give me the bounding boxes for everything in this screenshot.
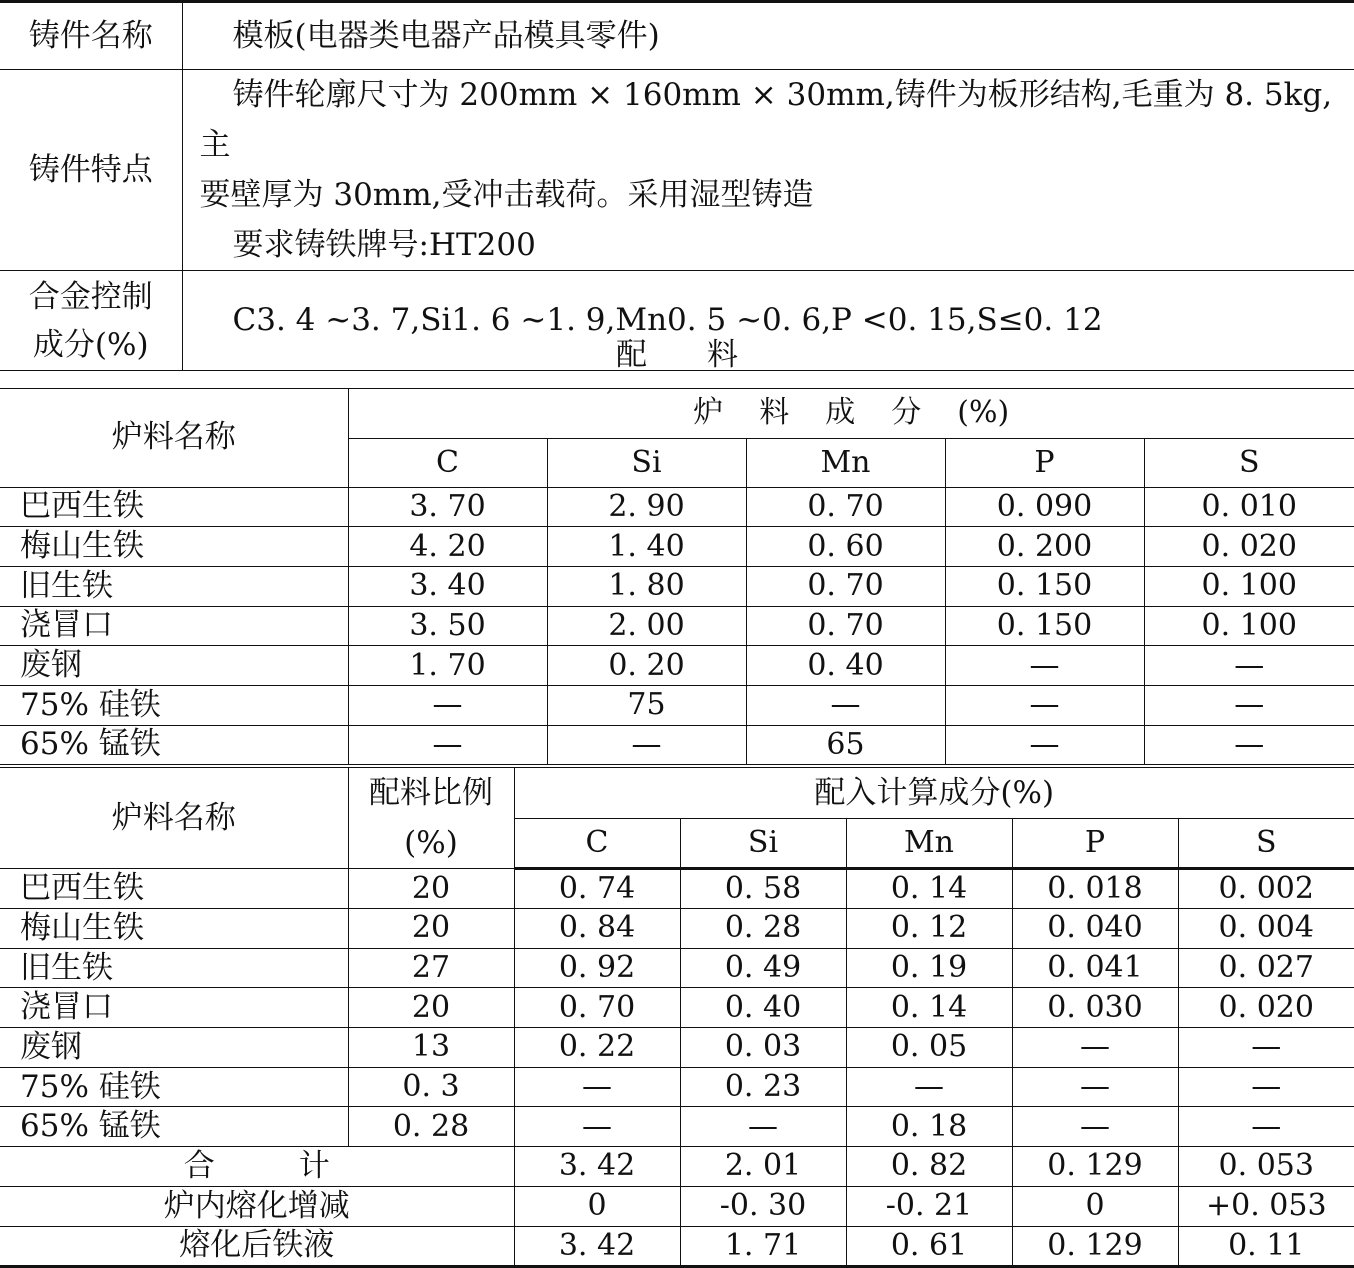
casting-feature-label: 铸件特点 bbox=[0, 70, 182, 271]
calculated-value: — bbox=[1012, 1067, 1178, 1107]
material-name: 65% 锰铁 bbox=[0, 1107, 348, 1147]
column-header-s: S bbox=[1144, 438, 1354, 487]
group-header-char: 成 bbox=[825, 395, 855, 430]
summary-value: -0. 30 bbox=[680, 1186, 846, 1226]
material-name: 巴西生铁 bbox=[0, 487, 348, 527]
calculated-value: 0. 040 bbox=[1012, 909, 1178, 949]
composition-value: 0. 100 bbox=[1144, 606, 1354, 646]
summary-value: 0. 129 bbox=[1012, 1226, 1178, 1266]
casting-feature-value bbox=[182, 70, 1354, 271]
composition-value: — bbox=[945, 685, 1144, 725]
calculated-value: — bbox=[846, 1067, 1012, 1107]
alloy-label-line-2: 成分(%) bbox=[0, 321, 182, 369]
section-title-char-1: 配 bbox=[616, 337, 647, 373]
composition-value: 3. 50 bbox=[348, 606, 547, 646]
composition-value: — bbox=[945, 725, 1144, 765]
composition-value: 2. 90 bbox=[547, 487, 746, 527]
composition-value: 0. 200 bbox=[945, 527, 1144, 567]
charge-composition-table bbox=[0, 388, 1354, 765]
ratio-value: 13 bbox=[348, 1028, 514, 1068]
calculated-value: 0. 14 bbox=[846, 988, 1012, 1028]
alloy-value: C3. 4 ~3. 7,Si1. 6 ~1. 9,Mn0. 5 ~0. 6,P <0. 15,S≤0. 12 bbox=[182, 271, 1354, 371]
calculated-value: 0. 004 bbox=[1178, 909, 1354, 949]
group-header-char: 炉 bbox=[693, 395, 723, 430]
calculated-value: 0. 58 bbox=[680, 869, 846, 909]
calc-column-header-si: Si bbox=[680, 819, 846, 869]
composition-value: 0. 20 bbox=[547, 646, 746, 686]
calc-column-header-p: P bbox=[1012, 819, 1178, 869]
charge-calculation-table bbox=[0, 767, 1354, 1268]
composition-value: — bbox=[1144, 725, 1354, 765]
composition-value: — bbox=[746, 685, 945, 725]
summary-label: 炉内熔化增减 bbox=[0, 1186, 514, 1226]
summary-label: 熔化后铁液 bbox=[0, 1226, 514, 1266]
casting-info-table bbox=[0, 0, 1354, 371]
composition-value: 0. 40 bbox=[746, 646, 945, 686]
calculated-value: — bbox=[514, 1107, 680, 1147]
material-name: 废钢 bbox=[0, 646, 348, 686]
calculation-row bbox=[0, 909, 1354, 949]
summary-value: 3. 42 bbox=[514, 1226, 680, 1266]
summary-label bbox=[0, 1147, 514, 1187]
feature-line-1: 铸件轮廓尺寸为 200mm × 160mm × 30mm,铸件为板形结构,毛重为 8. 5kg,主 bbox=[200, 70, 1354, 170]
composition-row bbox=[0, 527, 1354, 567]
ratio-value: 27 bbox=[348, 948, 514, 988]
calculated-value: 0. 18 bbox=[846, 1107, 1012, 1147]
composition-row bbox=[0, 606, 1354, 646]
calculation-row bbox=[0, 1107, 1354, 1147]
calculated-value: — bbox=[514, 1067, 680, 1107]
composition-value: 3. 40 bbox=[348, 566, 547, 606]
composition-value: 0. 020 bbox=[1144, 527, 1354, 567]
composition-value: — bbox=[547, 725, 746, 765]
material-name: 旧生铁 bbox=[0, 948, 348, 988]
column-header-mn: Mn bbox=[746, 438, 945, 487]
calc-header-row bbox=[0, 768, 1354, 819]
calculation-row bbox=[0, 988, 1354, 1028]
feature-line-3: 要求铸铁牌号:HT200 bbox=[200, 220, 1354, 270]
calculated-value: 0. 23 bbox=[680, 1067, 846, 1107]
composition-value: 4. 20 bbox=[348, 527, 547, 567]
column-header-si: Si bbox=[547, 438, 746, 487]
ratio-value: 0. 28 bbox=[348, 1107, 514, 1147]
calculated-value: 0. 49 bbox=[680, 948, 846, 988]
calculated-value: 0. 05 bbox=[846, 1028, 1012, 1068]
calculated-value: 0. 19 bbox=[846, 948, 1012, 988]
calculated-value: 0. 92 bbox=[514, 948, 680, 988]
composition-value: 0. 70 bbox=[746, 487, 945, 527]
composition-value: 1. 40 bbox=[547, 527, 746, 567]
section-title bbox=[0, 322, 1354, 389]
summary-label-char: 计 bbox=[299, 1148, 330, 1184]
casting-name-row bbox=[0, 2, 1354, 70]
composition-row bbox=[0, 646, 1354, 686]
calc-name-header: 炉料名称 bbox=[0, 768, 348, 869]
composition-value: 0. 150 bbox=[945, 566, 1144, 606]
ratio-value: 20 bbox=[348, 988, 514, 1028]
calculated-value: 0. 030 bbox=[1012, 988, 1178, 1028]
composition-value: — bbox=[348, 725, 547, 765]
composition-value: 0. 150 bbox=[945, 606, 1144, 646]
calc-column-header-mn: Mn bbox=[846, 819, 1012, 869]
summary-value: 0 bbox=[1012, 1186, 1178, 1226]
calculated-value: — bbox=[1012, 1028, 1178, 1068]
summary-value: -0. 21 bbox=[846, 1186, 1012, 1226]
composition-value: 0. 70 bbox=[746, 606, 945, 646]
alloy-label-line-1: 合金控制 bbox=[0, 273, 182, 321]
calculation-row bbox=[0, 1067, 1354, 1107]
calc-group-header: 配入计算成分(%) bbox=[514, 768, 1354, 819]
calculated-value: 0. 03 bbox=[680, 1028, 846, 1068]
material-name: 梅山生铁 bbox=[0, 909, 348, 949]
composition-value: — bbox=[1144, 685, 1354, 725]
composition-value: 0. 090 bbox=[945, 487, 1144, 527]
calc-column-header-c: C bbox=[514, 819, 680, 869]
composition-row bbox=[0, 487, 1354, 527]
calculated-value: — bbox=[1012, 1107, 1178, 1147]
calculation-row bbox=[0, 1028, 1354, 1068]
summary-value: +0. 053 bbox=[1178, 1186, 1354, 1226]
ratio-header-line-1: 配料比例 bbox=[349, 768, 514, 818]
summary-value: 3. 42 bbox=[514, 1147, 680, 1187]
calculated-value: 0. 041 bbox=[1012, 948, 1178, 988]
summary-label-char: 合 bbox=[184, 1148, 215, 1184]
composition-value: 1. 70 bbox=[348, 646, 547, 686]
calculated-value: — bbox=[680, 1107, 846, 1147]
calc-column-header-s: S bbox=[1178, 819, 1354, 869]
composition-value: 0. 70 bbox=[746, 566, 945, 606]
calculated-value: — bbox=[1178, 1067, 1354, 1107]
calculated-value: 0. 28 bbox=[680, 909, 846, 949]
ratio-value: 20 bbox=[348, 869, 514, 909]
calculated-value: 0. 74 bbox=[514, 869, 680, 909]
ratio-value: 20 bbox=[348, 909, 514, 949]
casting-name-label: 铸件名称 bbox=[0, 2, 182, 70]
composition-value: 0. 010 bbox=[1144, 487, 1354, 527]
material-name: 浇冒口 bbox=[0, 988, 348, 1028]
calculated-value: 0. 14 bbox=[846, 869, 1012, 909]
calculation-row bbox=[0, 869, 1354, 909]
feature-line-2: 要壁厚为 30mm,受冲击载荷。采用湿型铸造 bbox=[200, 170, 1354, 220]
summary-value: 0 bbox=[514, 1186, 680, 1226]
calculated-value: — bbox=[1178, 1028, 1354, 1068]
calculated-value: — bbox=[1178, 1107, 1354, 1147]
composition-body bbox=[0, 487, 1354, 765]
summary-value: 0. 11 bbox=[1178, 1226, 1354, 1266]
summary-value: 0. 129 bbox=[1012, 1147, 1178, 1187]
composition-row bbox=[0, 566, 1354, 606]
calculation-row bbox=[0, 948, 1354, 988]
composition-row bbox=[0, 685, 1354, 725]
calculated-value: 0. 027 bbox=[1178, 948, 1354, 988]
summary-value: 1. 71 bbox=[680, 1226, 846, 1266]
summary-value: 0. 053 bbox=[1178, 1147, 1354, 1187]
composition-value: 2. 00 bbox=[547, 606, 746, 646]
composition-group-header bbox=[348, 388, 1354, 438]
composition-value: 75 bbox=[547, 685, 746, 725]
summary-row bbox=[0, 1226, 1354, 1266]
calc-ratio-header bbox=[348, 768, 514, 869]
calculated-value: 0. 84 bbox=[514, 909, 680, 949]
casting-name-value: 模板(电器类电器产品模具零件) bbox=[182, 2, 1354, 70]
material-name: 65% 锰铁 bbox=[0, 725, 348, 765]
material-name: 75% 硅铁 bbox=[0, 1067, 348, 1107]
material-name: 梅山生铁 bbox=[0, 527, 348, 567]
calculated-value: 0. 22 bbox=[514, 1028, 680, 1068]
column-header-p: P bbox=[945, 438, 1144, 487]
composition-value: 0. 100 bbox=[1144, 566, 1354, 606]
material-name: 75% 硅铁 bbox=[0, 685, 348, 725]
group-header-char: (%) bbox=[957, 395, 1009, 430]
calculated-value: 0. 12 bbox=[846, 909, 1012, 949]
section-title-char-2: 料 bbox=[707, 337, 738, 373]
casting-feature-row bbox=[0, 70, 1354, 271]
composition-name-header: 炉料名称 bbox=[0, 388, 348, 487]
composition-header-row bbox=[0, 388, 1354, 438]
composition-value: — bbox=[348, 685, 547, 725]
summary-row bbox=[0, 1147, 1354, 1187]
composition-value: — bbox=[1144, 646, 1354, 686]
group-header-char: 料 bbox=[759, 395, 789, 430]
composition-value: 3. 70 bbox=[348, 487, 547, 527]
summary-value: 2. 01 bbox=[680, 1147, 846, 1187]
composition-value: 0. 60 bbox=[746, 527, 945, 567]
summary-row bbox=[0, 1186, 1354, 1226]
calculated-value: 0. 020 bbox=[1178, 988, 1354, 1028]
ratio-header-line-2: (%) bbox=[349, 818, 514, 868]
calculated-value: 0. 70 bbox=[514, 988, 680, 1028]
group-header-char: 分 bbox=[891, 395, 921, 430]
material-name: 旧生铁 bbox=[0, 566, 348, 606]
material-name: 浇冒口 bbox=[0, 606, 348, 646]
calculated-value: 0. 40 bbox=[680, 988, 846, 1028]
material-name: 废钢 bbox=[0, 1028, 348, 1068]
calculation-body bbox=[0, 869, 1354, 1267]
composition-row bbox=[0, 725, 1354, 765]
composition-value: 65 bbox=[746, 725, 945, 765]
ratio-value: 0. 3 bbox=[348, 1067, 514, 1107]
summary-value: 0. 61 bbox=[846, 1226, 1012, 1266]
calculated-value: 0. 018 bbox=[1012, 869, 1178, 909]
column-header-c: C bbox=[348, 438, 547, 487]
composition-value: — bbox=[945, 646, 1144, 686]
summary-value: 0. 82 bbox=[846, 1147, 1012, 1187]
calculated-value: 0. 002 bbox=[1178, 869, 1354, 909]
composition-value: 1. 80 bbox=[547, 566, 746, 606]
material-name: 巴西生铁 bbox=[0, 869, 348, 909]
